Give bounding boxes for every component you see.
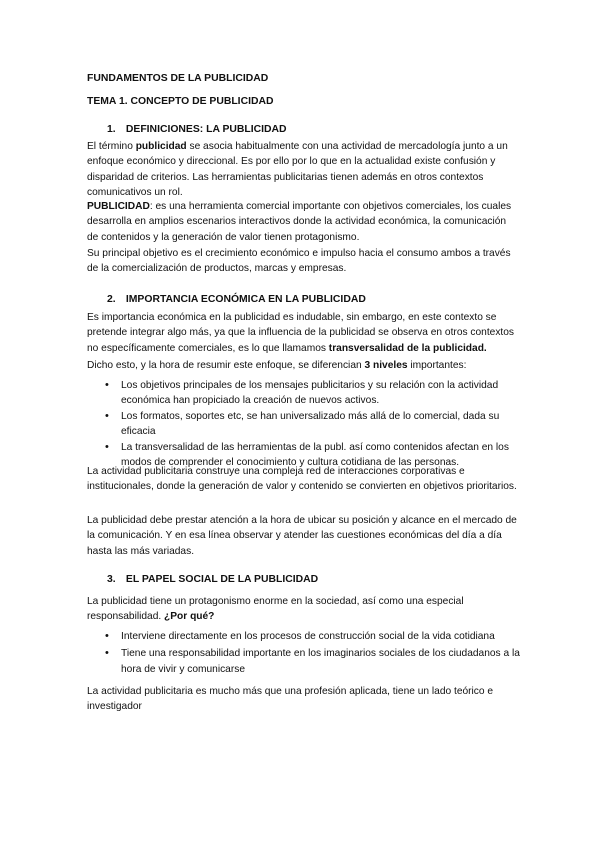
section-heading-text: EL PAPEL SOCIAL DE LA PUBLICIDAD	[125, 574, 319, 585]
section-2-bullet-list	[101, 378, 521, 470]
document-title: FUNDAMENTOS DE LA PUBLICIDAD	[87, 73, 269, 84]
section-2-paragraph-1	[87, 310, 517, 356]
section-1-paragraph-1	[87, 139, 517, 201]
bold-term: transversalidad de la publicidad.	[328, 342, 487, 354]
bold-term: PUBLICIDAD	[87, 201, 150, 212]
list-item-text: Interviene directamente en los procesos de construcción social de la vida cotidiana	[121, 631, 495, 642]
section-2-paragraph-3: La actividad publicitaria construye una compleja red de interacciones corporativas e institucionales, donde la generación de valor y contenido se convierten en objetivos prioritarios.	[87, 466, 517, 493]
paragraph-text: Dicho esto, y la hora de resumir este enfoque, se diferencian	[87, 360, 365, 371]
bullet-icon: •	[105, 647, 109, 660]
section-1-heading	[107, 124, 287, 135]
bold-term: 3 niveles	[364, 360, 408, 371]
section-2-heading	[107, 294, 366, 305]
bullet-icon: •	[105, 440, 109, 453]
paragraph-text: : es una herramienta comercial importante con objetivos comerciales, los cuales desarrolla en amplios escenarios interactivos donde la actividad económica, la comunicación de contenidos y la generación de valor tienen protagonismo.	[87, 201, 512, 243]
bold-term: publicidad	[135, 141, 187, 152]
bullet-icon: •	[105, 630, 109, 642]
list-item-text: Los objetivos principales de los mensajes publicitarios y su relación con la actividad económica han propiciado la creación de nuevos activos.	[121, 380, 499, 407]
document-subtitle: TEMA 1. CONCEPTO DE PUBLICIDAD	[87, 96, 274, 107]
paragraph-text: importantes:	[407, 360, 467, 371]
list-item-text: Tiene una responsabilidad importante en los imaginarios sociales de los ciudadanos a la hora de vivir y comunicarse	[121, 648, 520, 675]
paragraph-text: se asocia habitualmente con una actividad de mercadología junto a un enfoque económico y direccional. Es por ello por lo que en la actualidad existe confusión y disparidad de criterios. Las herramientas publicitarias tienen además en otros contextos comunicativos un rol.	[87, 141, 508, 199]
bullet-icon: •	[105, 409, 109, 422]
paragraph-text: La publicidad tiene un protagonismo enorme en la sociedad, así como una especial responsabilidad.	[87, 596, 464, 623]
section-2-paragraph-2	[87, 358, 517, 373]
section-heading-text: IMPORTANCIA ECONÓMICA EN LA PUBLICIDAD	[125, 294, 366, 305]
list-item	[101, 629, 521, 644]
list-item	[101, 646, 521, 677]
section-number: 2.	[107, 294, 116, 305]
section-3-paragraph-2: La actividad publicitaria es mucho más que una profesión aplicada, tiene un lado teórico e investigador	[87, 686, 494, 713]
section-number: 1.	[107, 124, 116, 135]
section-1-paragraph-3: Su principal objetivo es el crecimiento económico e impulso hacia el consumo ambos a través de la comercialización de productos, marcas y empresas.	[87, 248, 511, 275]
section-heading-text: DEFINICIONES: LA PUBLICIDAD	[125, 124, 287, 135]
section-2-paragraph-4: La publicidad debe prestar atención a la hora de ubicar su posición y alcance en el mercado de la comunicación. Y en esa línea observar y atender las cuestiones económicas del día a día hasta las más variadas.	[87, 515, 517, 557]
paragraph-text: El término	[87, 141, 136, 152]
section-number: 3.	[107, 574, 116, 585]
list-item	[101, 409, 521, 440]
list-item-text: La transversalidad de las herramientas de la publ. así como contenidos afectan en los modos de comprender el conocimiento y cultura cotidiana de las personas.	[121, 441, 509, 469]
list-item-text: Los formatos, soportes etc, se han universalizado más allá de lo comercial, dada su eficacia	[121, 410, 500, 438]
section-3-paragraph-1	[87, 594, 517, 625]
bullet-icon: •	[105, 379, 109, 391]
bold-term: ¿Por qué?	[164, 611, 215, 623]
section-1-paragraph-2	[87, 199, 517, 245]
section-3-heading	[107, 574, 318, 585]
list-item	[101, 378, 521, 409]
paragraph-text: Es importancia económica en la publicidad es indudable, sin embargo, en este contexto se pretende integrar algo más, ya que la influencia de la publicidad se observa en otros contextos no específicamente comerciales, es lo que llamamos	[87, 312, 515, 354]
section-3-bullet-list	[101, 629, 521, 677]
